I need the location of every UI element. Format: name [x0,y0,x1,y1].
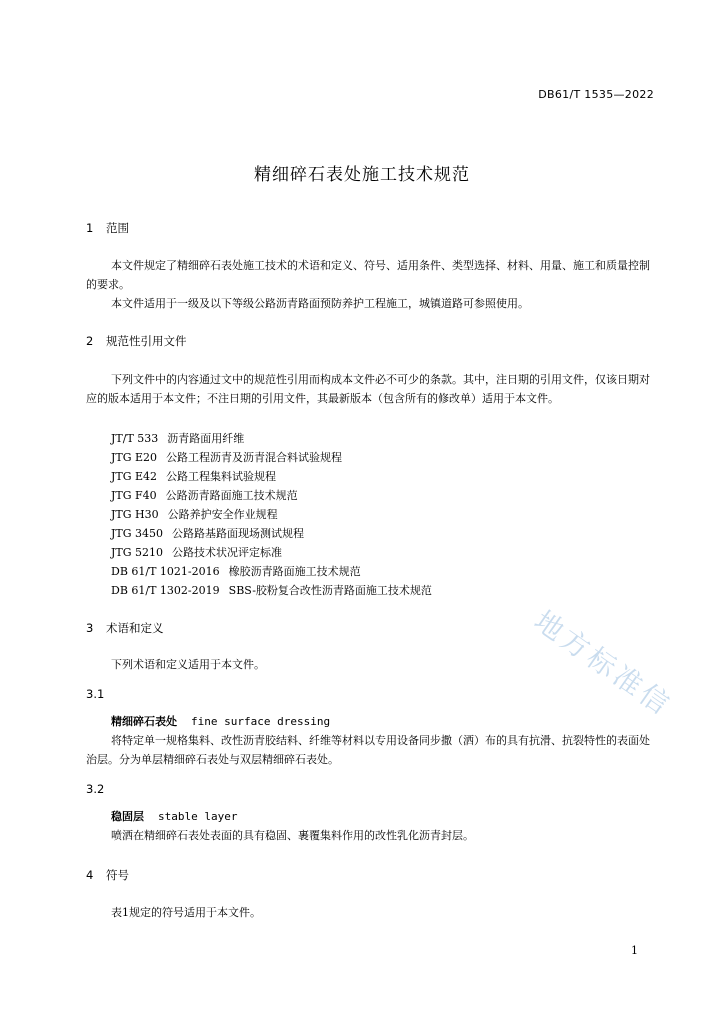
term-chinese: 稳固层 [111,810,144,823]
reference-name: 公路工程沥青及沥青混合料试验规程 [166,451,343,464]
reference-code: JTG H30 [111,508,159,521]
reference-item [111,563,361,579]
page-number: 1 [631,944,638,957]
reference-item [111,449,342,465]
clause-number: 3.1 [86,687,105,701]
section-title: 符号 [106,868,129,882]
section-title: 术语和定义 [106,621,164,635]
document-title: 精细碎石表处施工技术规范 [254,165,470,185]
section-number: 1 [86,221,94,235]
reference-name: 公路路基路面现场测试规程 [172,527,305,540]
reference-item [111,525,304,541]
section-4-intro: 表1规定的符号适用于本文件。 [111,906,261,919]
reference-code: JTG 5210 [111,546,164,559]
reference-code: JTG F40 [111,489,157,502]
reference-name: 公路沥青路面施工技术规范 [165,489,298,502]
reference-code: JTG E42 [111,470,158,483]
section-3-heading [86,620,164,636]
reference-item [111,506,278,522]
section-title: 范围 [106,221,129,235]
reference-code: JTG E20 [111,451,158,464]
section-1-paragraph-2: 本文件适用于一级及以下等级公路沥青路面预防养护工程施工，城镇道路可参照使用。 [111,297,529,310]
section-3-intro: 下列术语和定义适用于本文件。 [111,658,265,671]
section-1-heading [86,220,129,236]
term-english: fine surface dressing [191,715,331,728]
reference-code: JT/T 533 [111,432,159,445]
term-entry [111,713,330,729]
reference-name: SBS-胶粉复合改性沥青路面施工技术规范 [228,584,432,597]
section-title: 规范性引用文件 [106,334,187,348]
section-number: 3 [86,621,94,635]
term-chinese: 精细碎石表处 [111,715,177,728]
reference-item [111,582,432,598]
reference-name: 橡胶沥青路面施工技术规范 [228,565,361,578]
term-english: stable layer [158,810,238,823]
reference-code: DB 61/T 1302-2019 [111,584,220,597]
reference-item [111,544,282,560]
document-code: DB61/T 1535—2022 [538,88,654,101]
section-4-heading [86,867,129,883]
term-definition: 喷洒在精细碎石表处表面的具有稳固、裹覆集料作用的改性乳化沥青封层。 [111,829,474,842]
reference-name: 公路养护安全作业规程 [167,508,278,521]
reference-item [111,430,244,446]
reference-code: JTG 3450 [111,527,164,540]
watermark: 地方标准信 [528,604,679,723]
section-2-intro: 下列文件中的内容通过文中的规范性引用而构成本文件必不可少的条款。其中，注日期的引用文件，仅该日期对应的版本适用于本文件；不注日期的引用文件，其最新版本（包含所有的修改单）适用于本文件。 [86,373,650,405]
reference-name: 公路技术状况评定标准 [172,546,283,559]
section-1-paragraph-1: 本文件规定了精细碎石表处施工技术的术语和定义、符号、适用条件、类型选择、材料、用量、施工和质量控制的要求。 [86,259,650,291]
reference-item [111,487,298,503]
section-number: 4 [86,868,94,882]
reference-name: 沥青路面用纤维 [167,432,245,445]
term-entry [111,808,237,824]
term-definition: 将特定单一规格集料、改性沥青胶结料、纤维等材料以专用设备同步撒（洒）布的具有抗滑、抗裂特性的表面处治层。分为单层精细碎石表处与双层精细碎石表处。 [86,734,650,766]
section-2-heading [86,333,187,349]
section-number: 2 [86,334,94,348]
clause-number: 3.2 [86,782,105,796]
reference-name: 公路工程集料试验规程 [166,470,277,483]
reference-code: DB 61/T 1021-2016 [111,565,220,578]
reference-item [111,468,276,484]
